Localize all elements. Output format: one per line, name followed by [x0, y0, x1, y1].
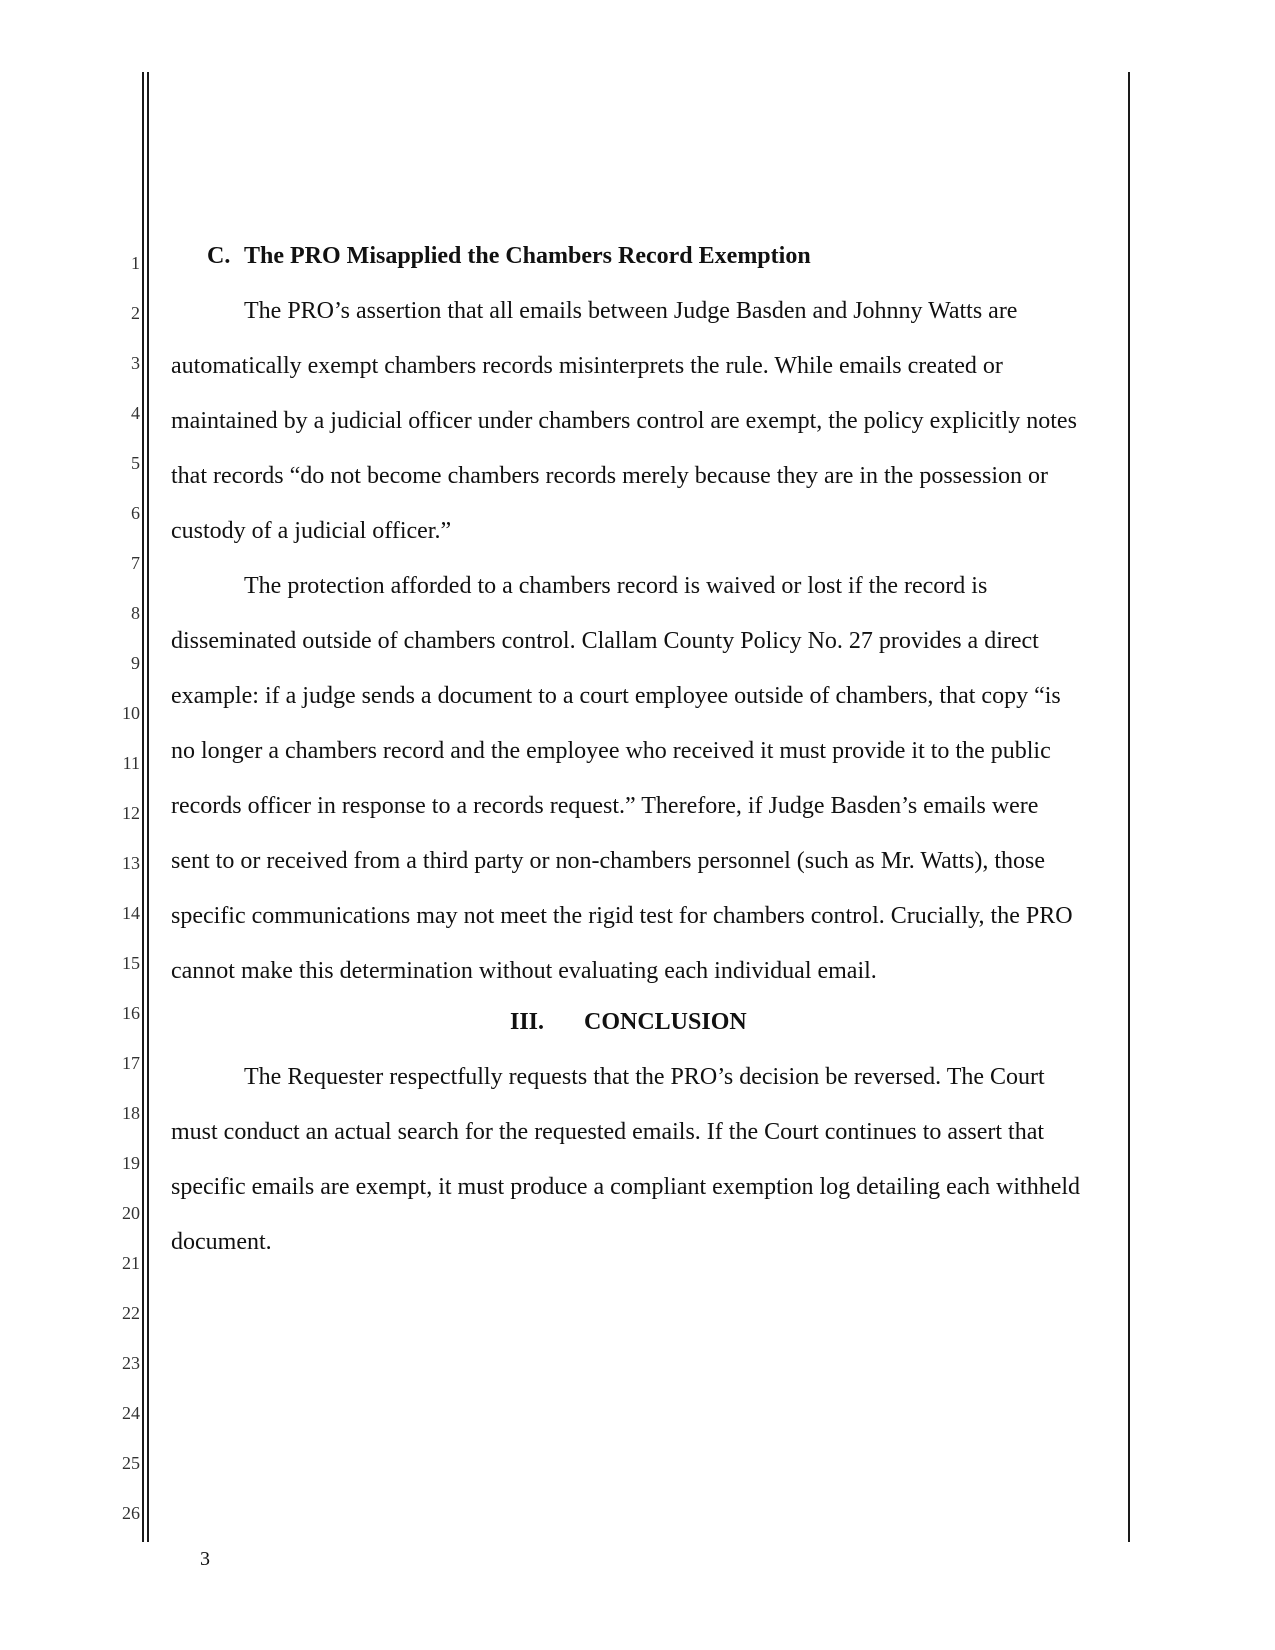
text-line: maintained by a judicial officer under chambers control are exempt, the policy explicitly notes — [171, 408, 1077, 434]
line-number: 18 — [122, 1103, 140, 1123]
line-number: 13 — [122, 853, 140, 873]
text-line: must conduct an actual search for the requested emails. If the Court continues to assert that — [171, 1119, 1045, 1145]
line-number: 2 — [131, 303, 140, 323]
line-number: 4 — [131, 403, 140, 423]
line-number: 15 — [122, 953, 140, 973]
text-line: that records “do not become chambers records merely because they are in the possession or — [171, 463, 1049, 489]
page-number: 3 — [200, 1548, 210, 1570]
line-number: 16 — [122, 1003, 140, 1023]
line-number: 17 — [122, 1053, 140, 1073]
line-number: 10 — [122, 703, 140, 723]
text-line: no longer a chambers record and the employee who received it must provide it to the public — [171, 738, 1051, 764]
text-line: specific emails are exempt, it must produce a compliant exemption log detailing each withheld — [171, 1174, 1081, 1200]
line-number: 5 — [131, 453, 140, 473]
line-number: 14 — [122, 903, 140, 923]
text-line: document. — [171, 1229, 272, 1255]
line-number: 22 — [122, 1303, 140, 1323]
text-line: automatically exempt chambers records misinterprets the rule. While emails created or — [171, 353, 1003, 379]
text-line: records officer in response to a records request.” Therefore, if Judge Basden’s emails were — [171, 793, 1039, 819]
section-c-letter: C. — [207, 243, 231, 269]
text-line: example: if a judge sends a document to a court employee outside of chambers, that copy “is — [171, 683, 1061, 709]
text-line: The PRO’s assertion that all emails between Judge Basden and Johnny Watts are — [244, 298, 1018, 324]
line-number: 12 — [122, 803, 140, 823]
text-line: disseminated outside of chambers control. Clallam County Policy No. 27 provides a direct — [171, 628, 1039, 654]
right-margin-rule — [1128, 72, 1130, 1542]
line-number: 7 — [131, 553, 140, 573]
line-number: 8 — [131, 603, 140, 623]
line-number: 1 — [131, 253, 140, 273]
left-margin-rule-outer — [142, 72, 144, 1542]
section-c-title: The PRO Misapplied the Chambers Record Exemption — [244, 243, 811, 269]
conclusion-title: CONCLUSION — [584, 1009, 747, 1035]
line-number: 6 — [131, 503, 140, 523]
text-line: custody of a judicial officer.” — [171, 518, 452, 544]
text-line: cannot make this determination without evaluating each individual email. — [171, 958, 877, 984]
text-line: specific communications may not meet the rigid test for chambers control. Crucially, the PRO — [171, 903, 1073, 929]
line-number: 9 — [131, 653, 140, 673]
line-number: 25 — [122, 1453, 140, 1473]
line-number: 23 — [122, 1353, 140, 1373]
text-line: The Requester respectfully requests that the PRO’s decision be reversed. The Court — [244, 1064, 1045, 1090]
line-number: 19 — [122, 1153, 140, 1173]
left-margin-rule-inner — [147, 72, 149, 1542]
line-number: 11 — [122, 753, 140, 773]
line-number: 26 — [122, 1503, 140, 1523]
line-number: 3 — [131, 353, 140, 373]
line-number: 21 — [122, 1253, 140, 1273]
line-number: 20 — [122, 1203, 140, 1223]
conclusion-numeral: III. — [510, 1009, 545, 1035]
text-line: The protection afforded to a chambers record is waived or lost if the record is — [244, 573, 988, 599]
line-number: 24 — [122, 1403, 140, 1423]
text-line: sent to or received from a third party or non-chambers personnel (such as Mr. Watts), those — [171, 848, 1046, 874]
